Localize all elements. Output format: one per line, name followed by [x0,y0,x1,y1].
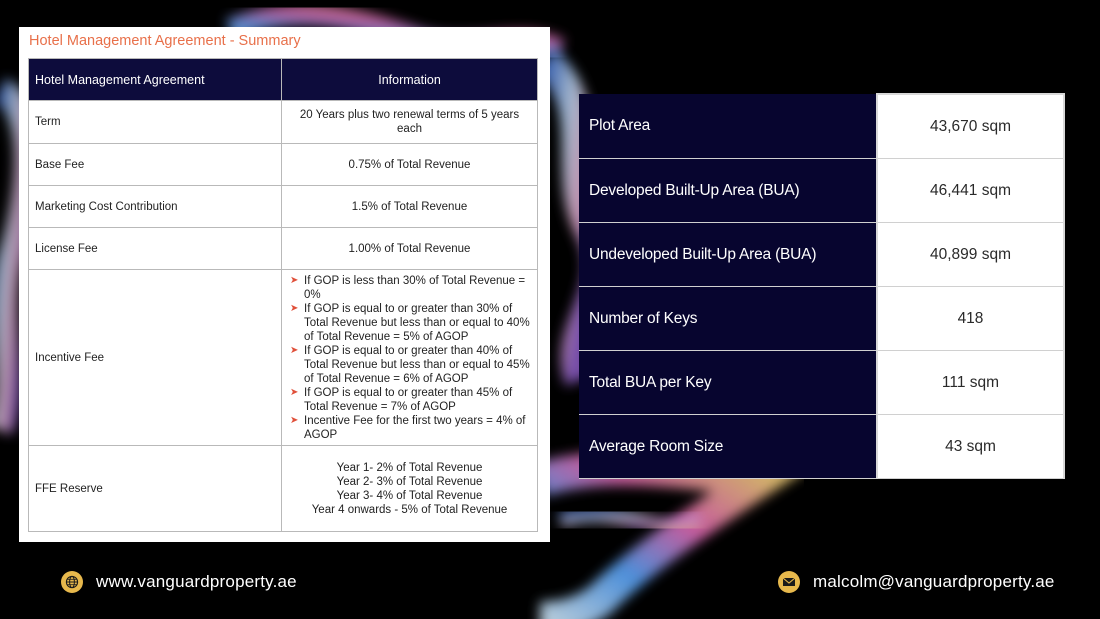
bullet-arrow-icon: ➤ [290,344,299,356]
website-link[interactable]: www.vanguardproperty.ae [96,572,297,591]
stats-value: 43,670 sqm [877,94,1064,159]
incentive-bullet: ➤ If GOP is less than 30% of Total Revenue = 0% [290,274,526,301]
hma-row-term [29,101,538,144]
stats-row [579,223,1064,287]
stats-value: 43 sqm [877,415,1064,479]
stats-label: Developed Built-Up Area (BUA) [579,159,877,223]
ffe-lines [290,461,529,517]
hma-row-label: License Fee [29,228,282,270]
incentive-bullet: ➤ Incentive Fee for the first two years = 4% of AGOP [290,414,526,441]
hma-row-value [282,446,538,532]
ffe-line: Year 4 onwards - 5% of Total Revenue [311,503,508,516]
email-link[interactable]: malcolm@vanguardproperty.ae [813,572,1055,591]
hma-row-marketing [29,186,538,228]
hma-row-value [282,270,538,446]
stats-row [579,351,1064,415]
hma-table [28,58,538,532]
footer-email[interactable] [778,568,1055,596]
hma-row-ffe-reserve [29,446,538,532]
stats-label: Number of Keys [579,287,877,351]
hma-row-value: 1.5% of Total Revenue [282,186,538,228]
hma-summary-card [19,27,550,542]
hma-row-value: 1.00% of Total Revenue [282,228,538,270]
hma-row-label: Base Fee [29,144,282,186]
hma-title: Hotel Management Agreement - Summary [29,33,301,49]
bullet-arrow-icon: ➤ [290,414,299,426]
hma-row-base-fee [29,144,538,186]
stats-row [579,415,1064,479]
incentive-bullet: ➤ If GOP is equal to or greater than 30% of Total Revenue but less than or equal to 40% of Total Revenue = 5% of AGOP [290,302,530,343]
property-stats-table [579,93,1065,479]
stats-label: Undeveloped Built-Up Area (BUA) [579,223,877,287]
stats-value: 40,899 sqm [877,223,1064,287]
stats-value: 111 sqm [877,351,1064,415]
hma-row-incentive-fee [29,270,538,446]
bullet-arrow-icon: ➤ [290,386,299,398]
stats-value: 46,441 sqm [877,159,1064,223]
hma-row-label: Term [29,101,282,144]
incentive-bullet: ➤ If GOP is equal to or greater than 45% of Total Revenue = 7% of AGOP [290,386,513,413]
stats-row [579,287,1064,351]
hma-row-value: 20 Years plus two renewal terms of 5 years each [282,101,538,144]
bullet-arrow-icon: ➤ [290,302,299,314]
incentive-bullet-list [282,274,537,442]
footer-website[interactable] [61,568,297,596]
stats-label: Total BUA per Key [579,351,877,415]
hma-header-col1: Hotel Management Agreement [29,59,282,101]
stats-value: 418 [877,287,1064,351]
hma-row-label: FFE Reserve [29,446,282,532]
hma-header-col2: Information [282,59,538,101]
incentive-bullet: ➤ If GOP is equal to or greater than 40% of Total Revenue but less than or equal to 45% of Total Revenue = 6% of AGOP [290,344,530,385]
stats-row [579,94,1064,159]
hma-row-value: 0.75% of Total Revenue [282,144,538,186]
bullet-arrow-icon: ➤ [290,274,299,286]
hma-header-row [29,59,538,101]
stats-row [579,159,1064,223]
ffe-line: Year 2- 3% of Total Revenue [336,475,483,488]
ffe-line: Year 1- 2% of Total Revenue [336,461,483,474]
globe-icon [61,571,83,593]
hma-row-label: Incentive Fee [29,270,282,446]
envelope-icon [778,571,800,593]
stats-label: Average Room Size [579,415,877,479]
hma-row-license-fee [29,228,538,270]
ffe-line: Year 3- 4% of Total Revenue [336,489,483,502]
stats-label: Plot Area [579,94,877,159]
hma-row-label: Marketing Cost Contribution [29,186,282,228]
